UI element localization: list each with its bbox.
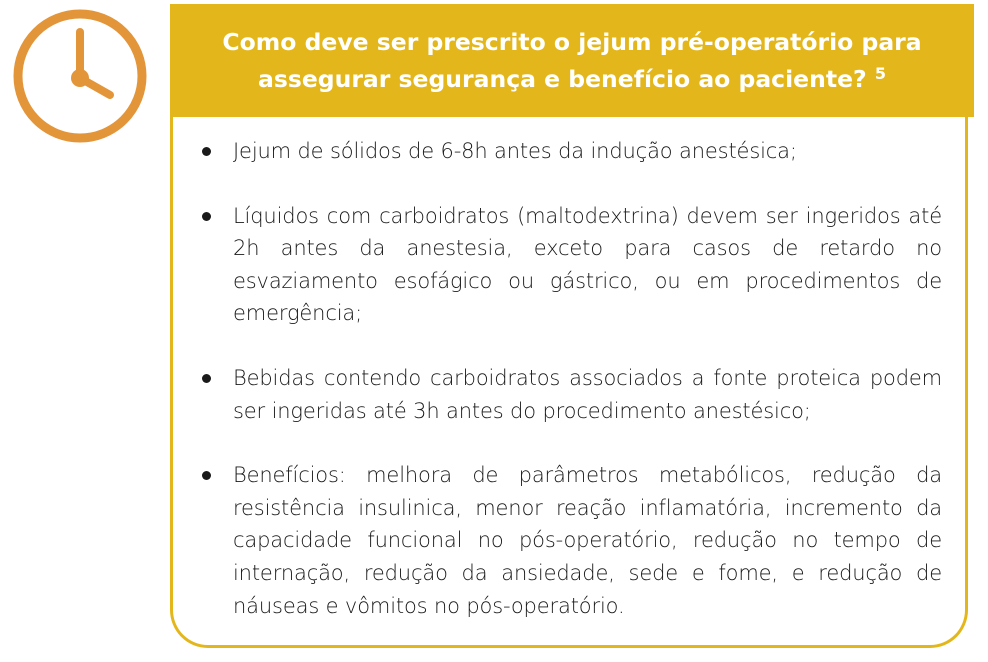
list-item-text: Jejum de sólidos de 6-8h antes da indução anestésica; bbox=[233, 139, 797, 163]
bullet-icon bbox=[202, 212, 211, 221]
list-item-text: Líquidos com carboidratos (maltodextrina) devem ser ingeridos até 2h antes da anestesia, exceto para casos de retardo no esvaziamento esofágico ou gástrico, ou em procedimentos de emergência; bbox=[233, 203, 942, 326]
clock-icon bbox=[8, 4, 152, 148]
card-title bbox=[190, 24, 954, 98]
reference-number: 5 bbox=[874, 63, 886, 83]
list-item-text: Benefícios: melhora de parâmetros metabólicos, redução da resistência insulinica, menor reação inflamatória, incremento da capacidade funcional no pós-operatório, redução no tempo de internação, redução da ansiedade, sede e fome, e redução de náuseas e vômitos no pós-operatório. bbox=[233, 463, 942, 618]
card-title-text: Como deve ser prescrito o jejum pré-operatório para assegurar segurança e benefício ao paciente? bbox=[222, 27, 922, 93]
bullet-icon bbox=[202, 147, 211, 156]
bullet-list bbox=[201, 135, 942, 622]
list-item-text: Bebidas contendo carboidratos associados a fonte proteica podem ser ingeridas até 3h antes do procedimento anestésico; bbox=[233, 365, 942, 423]
list-item bbox=[201, 200, 942, 330]
card-header bbox=[170, 4, 974, 117]
list-item bbox=[201, 135, 942, 168]
bullet-icon bbox=[202, 374, 211, 383]
bullet-icon bbox=[202, 471, 211, 480]
info-card bbox=[170, 4, 968, 648]
list-item bbox=[201, 459, 942, 622]
list-item bbox=[201, 362, 942, 427]
